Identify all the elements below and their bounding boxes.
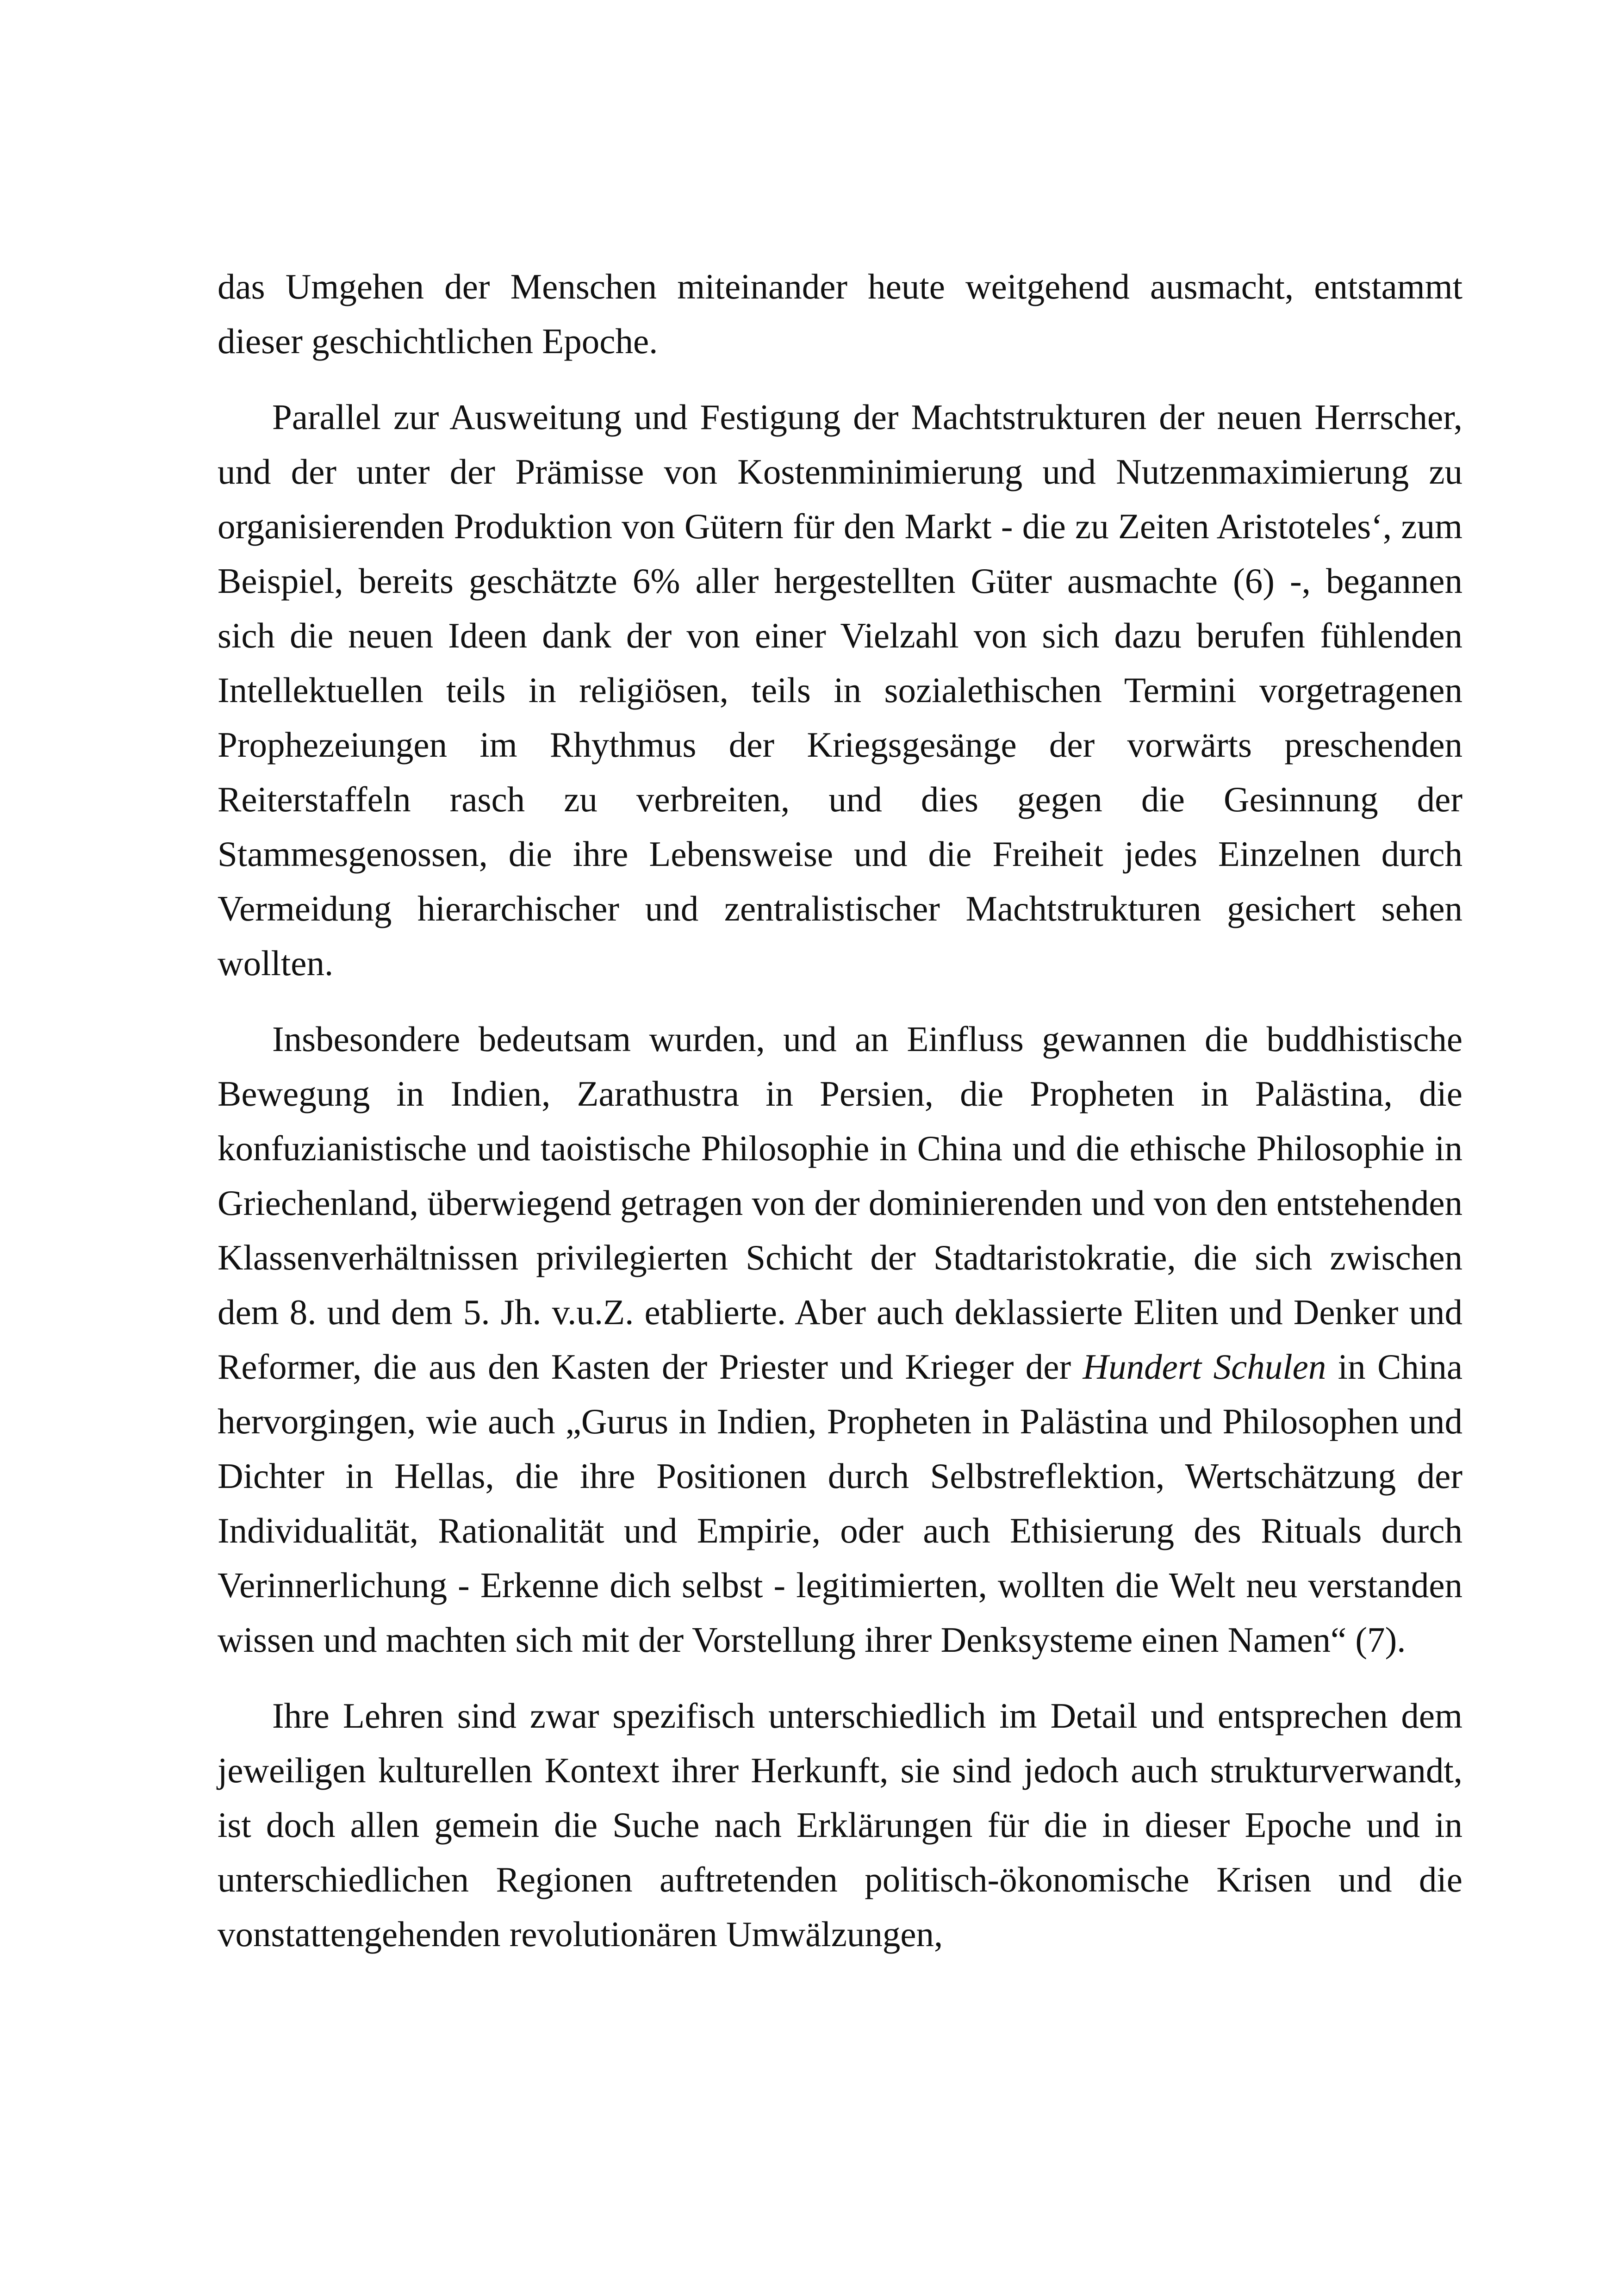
italic-term: Hundert Schulen [1083,1347,1326,1387]
paragraph-machtstrukturen: Parallel zur Ausweitung und Festigung der Machtstrukturen der neuen Herrscher, und der unter der Prämisse von Kostenminimierung und Nutzenmaximierung zu organisierenden Produktion von Gütern für den Markt - die zu Zeiten Aristoteles‘, zum Beispiel, bereits geschätzte 6% aller hergestellten Güter ausmachte (6) -, begannen sich die neuen Ideen dank der von einer Vielzahl von sich dazu berufen fühlenden Intellektuellen teils in religiösen, teils in sozialethischen Termini vorgetragenen Prophezeiungen im Rhythmus der Kriegsgesänge der vorwärts preschenden Reiterstaffeln rasch zu verbreiten, und dies gegen die Gesinnung der Stammesgenossen, die ihre Lebensweise und die Freiheit jedes Einzelnen durch Vermeidung hierarchischer und zentralistischer Machtstrukturen gesichert sehen wollten. [218,397,1462,983]
paragraph-bewegungen [218,1012,1462,1667]
body-text [218,259,1462,1983]
paragraph-continued: das Umgehen der Menschen miteinander heute weitgehend ausmacht, entstammt dieser geschichtlichen Epoche. [218,267,1462,361]
paragraph-text-part: Insbesondere bedeutsam wurden, und an Einfluss gewannen die buddhistische Bewegung in Indien, Zarathustra in Persien, die Propheten in Palästina, die konfuzianistische und taoistische Philosophie in China und die ethische Philosophie in Griechenland, überwiegend getragen von der dominierenden und von den entstehenden Klassenverhältnissen privilegierten Schicht der Stadtaristokratie, die sich zwischen dem 8. und dem 5. Jh. v.u.Z. etablierte. Aber auch deklassierte Eliten und Denker und Reformer, die aus den Kasten der Priester und Krieger der [218,1019,1462,1387]
paragraph-text-part: in China hervorgingen, wie auch „Gurus in Indien, Propheten in Palästina und Philosophen und Dichter in Hellas, die ihre Positionen durch Selbstreflektion, Wertschätzung der Individualität, Rationalität und Empirie, oder auch Ethisierung des Rituals durch Verinnerlichung - Erkenne dich selbst - legitimierten, wollten die Welt neu verstanden wissen und machten sich mit der Vorstellung ihrer Denksysteme einen Namen“ (7). [218,1347,1462,1660]
paragraph-lehren: Ihre Lehren sind zwar spezifisch unterschiedlich im Detail und entsprechen dem jeweiligen kulturellen Kontext ihrer Herkunft, sie sind jedoch auch strukturverwandt, ist doch allen gemein die Suche nach Erklärungen für die in dieser Epoche und in unterschiedlichen Regionen auftretenden politisch-ökonomische Krisen und die vonstattengehenden revolutionären Umwälzungen, [218,1696,1462,1954]
